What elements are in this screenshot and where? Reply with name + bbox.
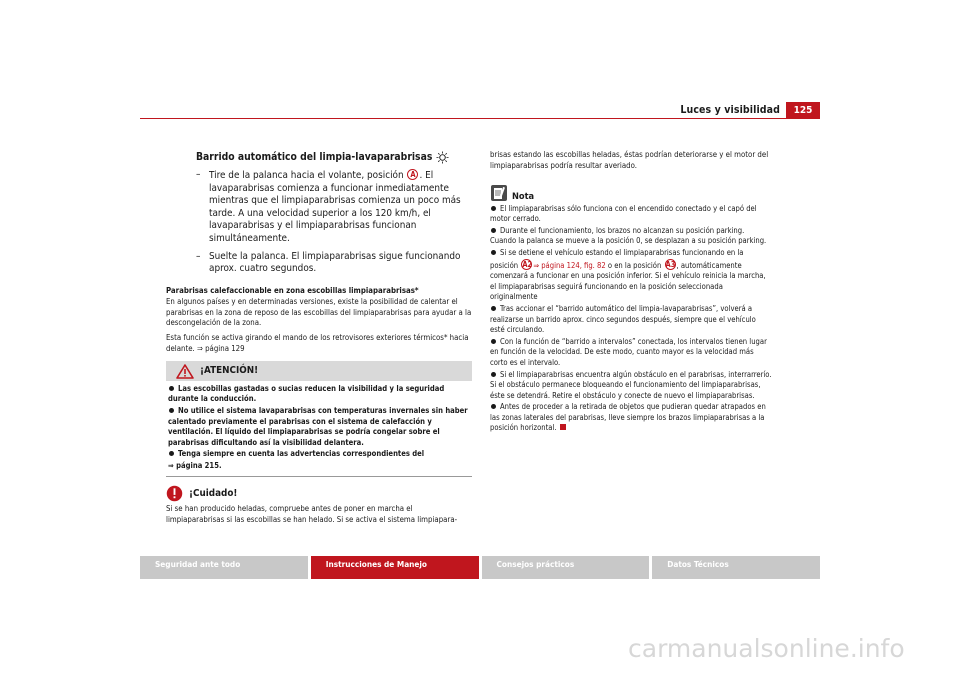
note-text: Con la función de “barrido a intervalos” conectada, los intervalos tienen lugar en función de la velocidad. De este modo, cuanto mayor es la velocidad más corto es el intervalo. (490, 336, 767, 367)
bullet-icon (491, 404, 496, 409)
bulb-icon (436, 151, 449, 164)
caution-exclamation-icon (166, 485, 183, 502)
instruction-item: – Suelte la palanca. El limpiaparabrisas sigue funcionando aprox. cuatro segundos. (196, 251, 472, 276)
warning-header (166, 361, 472, 381)
section-end-marker (560, 424, 566, 430)
bullet-icon (491, 339, 496, 344)
note-text: Durante el funcionamiento, los brazos no alcanzan su posición parking. Cuando la palanca se mueve a la posición 0, se desplazan a su posición parking. (490, 225, 767, 246)
note-text: Antes de proceder a la retirada de objetos que pudieran quedar atrapados en las zonas laterales del parabrisas, lleve siempre los brazos limpiaparabrisas a la posición horizontal. (490, 402, 766, 433)
note-text: Si se detiene el vehículo estando el limpiaparabrisas funcionando en la posición (490, 247, 744, 270)
note-item (490, 337, 772, 369)
tab-datos[interactable]: Datos Técnicos (652, 556, 820, 579)
instruction-list (196, 169, 472, 276)
note-item (490, 402, 772, 434)
bullet-icon (491, 206, 496, 211)
note-text: , automáticamente comenzará a funcionar en una posición inferior. Si el vehículo reinicia la marcha, el limpiaparabrisas seguirá funcionando en la posición seleccionada originalmente (490, 260, 766, 302)
instruction-text: Tire de la palanca hacia el volante, posición (209, 170, 407, 181)
page-reference-link[interactable]: ⇒ página 124, fig. 82 (533, 260, 606, 270)
header-rule (140, 118, 820, 119)
paragraph-link[interactable]: Esta función se activa girando el mando de los retrovisores exteriores térmicos* hacia delante. ⇒ página 129 (166, 333, 469, 353)
bullet-icon (491, 372, 496, 377)
note-item (490, 226, 772, 247)
footer-nav (140, 556, 820, 579)
warning-box (166, 361, 472, 478)
note-text: o en la posición (605, 260, 664, 270)
warning-item (168, 449, 470, 460)
right-column (490, 150, 772, 435)
warning-item-text: Las escobillas gastadas o sucias reducen la visibilidad y la seguridad durante la conducción. (168, 383, 445, 404)
page-number: 125 (786, 102, 820, 119)
note-text: El limpiaparabrisas sólo funciona con el encendido conectado y el capó del motor cerrado. (490, 203, 757, 224)
section-title-text: Barrido automático del limpia-lavaparabrisas (196, 151, 433, 163)
subsection-title: Parabrisas calefaccionable en zona escobillas limpiaparabrisas* (166, 285, 419, 295)
warning-item-text: No utilice el sistema lavaparabrisas con temperaturas invernales sin haber calentado previamente el parabrisas con el sistema de calefacción y ventilación. El líquido del limpiaparabrisas se podría congelar sobre el parabrisas dificultando así la visibilidad delantera. (168, 405, 468, 447)
note-item (490, 248, 772, 303)
note-item (490, 304, 772, 336)
note-list (490, 204, 772, 434)
note-text: Si el limpiaparabrisas encuentra algún obstáculo en el parabrisas, interrarrerío. Si el obstáculo permanece bloqueando el funcionamiento del limpiaparabrisas, éste se detendrá. Retire el obstáculo y conecte de nuevo el limpiaparabrisas. (490, 369, 772, 400)
bullet-icon (169, 386, 174, 391)
paragraph: En algunos países y en determinadas versiones, existe la posibilidad de calentar el parabrisas en la zona de reposo de las escobillas del limpiaparabrisas para ayudar a la descongelación de la zona. (166, 296, 472, 328)
bullet-icon (169, 451, 174, 456)
page-header-title: Luces y visibilidad (680, 104, 780, 116)
caution-title: ¡Cuidado! (189, 488, 238, 500)
warning-item (168, 406, 470, 448)
position-ref-badge: A2 (522, 259, 533, 269)
note-text: Tras accionar el “barrido automático del limpia-lavaparabrisas”, volverá a realizarse un barrido aprox. cinco segundos después, siempre que el vehículo esté circulando. (490, 303, 756, 335)
note-item (490, 370, 772, 402)
bullet-icon (491, 250, 496, 255)
note-item (490, 204, 772, 225)
watermark: carmanualsonline.info (628, 634, 905, 663)
instruction-text: . El lavaparabrisas comienza a funcionar inmediatamente mientras que el limpiaparabrisas comienza un poco más tarde. A una velocidad superior a los 120 km/h, el lavaparabrisas y el limpiaparabrisas funcionan simultáneamente. (209, 170, 461, 244)
instruction-item (196, 169, 472, 246)
warning-title: ¡ATENCIÓN! (200, 365, 259, 377)
tab-consejos[interactable]: Consejos prácticos (482, 556, 650, 579)
position-ref-badge: A3 (665, 259, 676, 269)
bullet-icon (491, 306, 496, 311)
tab-instrucciones[interactable]: Instrucciones de Manejo (311, 556, 479, 579)
warning-item-link[interactable]: ⇒ página 215. (168, 460, 222, 470)
note-header (490, 184, 772, 202)
bullet-icon (169, 408, 174, 413)
position-ref-badge: A (407, 169, 418, 180)
bullet-icon (491, 228, 496, 233)
caution-text: Si se han producido heladas, compruebe antes de poner en marcha el limpiaparabrisas si las escobillas se han helado. Si se activa el sistema limpiapara- (166, 504, 458, 525)
note-title: Nota (512, 190, 535, 202)
warning-item (168, 384, 470, 405)
warning-item-text: Tenga siempre en cuenta las advertencias correspondientes del (178, 449, 425, 459)
section-title (196, 150, 472, 164)
paragraph: brisas estando las escobillas heladas, éstas podrían deteriorarse y el motor del limpiaparabrisas podría resultar averiado. (490, 150, 769, 170)
caution-header (166, 485, 472, 502)
left-column (166, 150, 472, 526)
warning-triangle-icon (176, 364, 194, 379)
tab-seguridad[interactable]: Seguridad ante todo (140, 556, 308, 579)
note-notepad-icon (490, 184, 508, 202)
warning-body (166, 381, 472, 477)
